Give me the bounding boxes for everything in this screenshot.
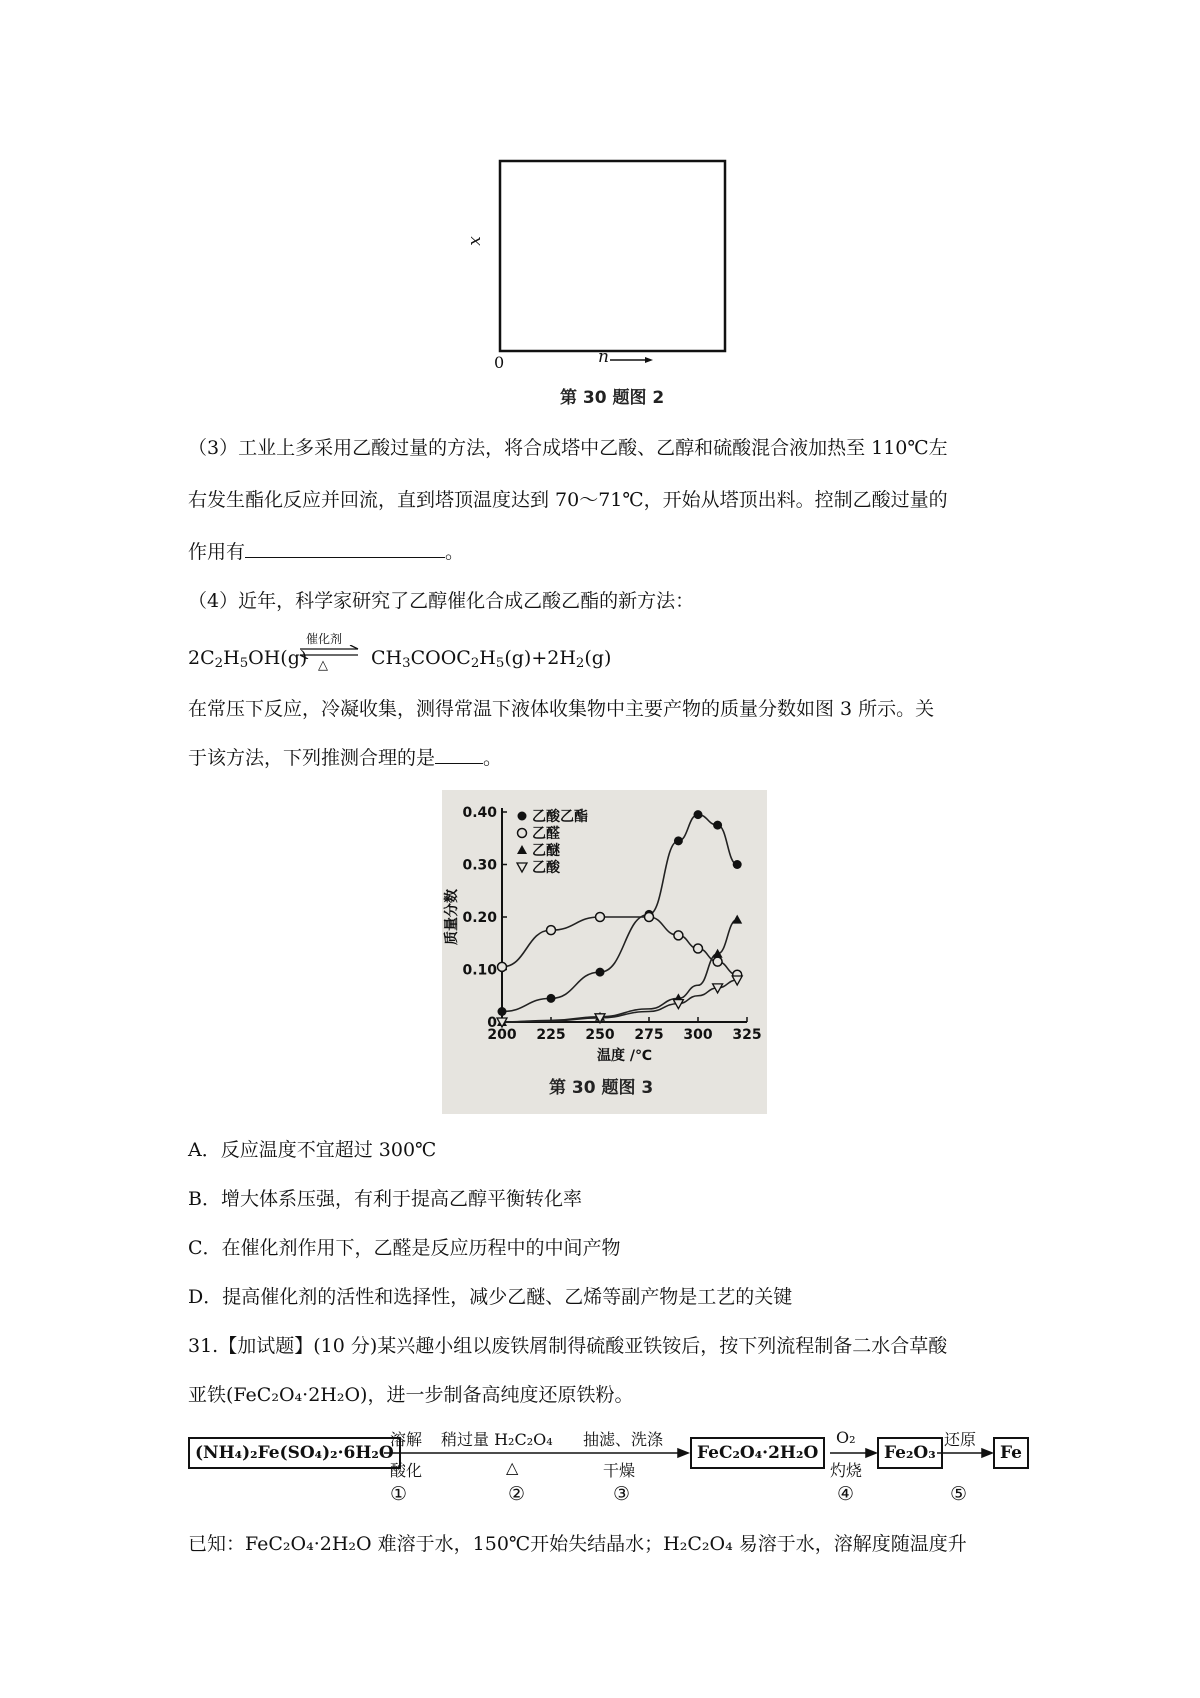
figure-2-y-label: x — [464, 236, 485, 246]
figure-3-caption: 第 30 题图 3 — [549, 1078, 654, 1098]
series-0-point — [498, 1007, 507, 1016]
figure-2 — [464, 148, 742, 416]
flow-number-1: ① — [390, 1483, 408, 1505]
option-c: C．在催化剂作用下，乙醛是反应历程中的中间产物 — [188, 1237, 621, 1259]
x-tick-label: 300 — [683, 1027, 713, 1043]
series-0-point — [596, 968, 605, 977]
legend-marker-3 — [517, 863, 527, 872]
series-1-point — [694, 944, 703, 953]
series-2-point — [732, 915, 742, 924]
y-tick-label: 0.10 — [462, 962, 497, 979]
x-tick-label: 275 — [634, 1027, 664, 1043]
q3-line-3-prefix: 作用有 — [188, 541, 246, 563]
option-a: A．反应温度不宜超过 300℃ — [188, 1139, 437, 1161]
q4-answer-blank[interactable] — [435, 747, 483, 764]
flow-step4-bottom: 灼烧 — [830, 1461, 863, 1480]
equation-catalyst: 催化剂 — [306, 632, 343, 646]
flow-number-4: ④ — [837, 1483, 855, 1505]
equation-heat: △ — [318, 658, 328, 673]
q31-known: 已知：FeC₂O₄·2H₂O 难溶于水，150℃开始失结晶水；H₂C₂O₄ 易溶于水，溶解度随温度升 — [188, 1533, 967, 1555]
series-1-point — [547, 926, 556, 935]
flow-arrow-head-1 — [678, 1449, 688, 1457]
legend-marker-2 — [517, 845, 527, 854]
legend-label-0: 乙酸乙酯 — [532, 809, 588, 825]
x-tick-label: 200 — [487, 1027, 517, 1043]
flow-step1-top: 溶解 — [390, 1430, 423, 1449]
flow-number-5: ⑤ — [950, 1483, 968, 1505]
flow-box-mid: FeC₂O₄·2H₂O — [690, 1437, 825, 1469]
flow-step2-top: 稍过量 H₂C₂O₄ — [441, 1430, 553, 1449]
series-2-point — [713, 949, 723, 958]
option-d: D．提高催化剂的活性和选择性，减少乙醚、乙烯等副产物是工艺的关键 — [188, 1286, 793, 1308]
x-axis-label: 温度 /℃ — [597, 1048, 652, 1064]
figure-2-x-label: n — [598, 347, 609, 367]
y-tick-label: 0.30 — [462, 857, 497, 874]
series-1-point — [596, 913, 605, 922]
y-tick-label: 0 — [487, 1015, 497, 1031]
x-tick-label: 225 — [536, 1027, 566, 1043]
figure-2-axes — [490, 148, 742, 416]
q3-answer-blank[interactable] — [245, 541, 445, 558]
flow-box-fe2o3: Fe₂O₃ — [877, 1437, 943, 1469]
series-1-point — [674, 931, 683, 940]
option-b: B．增大体系压强，有利于提高乙醇平衡转化率 — [188, 1188, 582, 1210]
q3-line-3 — [188, 540, 464, 564]
flow-arrow-head-4 — [866, 1449, 876, 1457]
flow-number-3: ③ — [613, 1483, 631, 1505]
figure-2-caption: 第 30 题图 2 — [560, 388, 665, 408]
flow-step2-bottom: △ — [506, 1458, 519, 1477]
q4-line-after-2 — [188, 746, 502, 770]
q3-line-2: 右发生酯化反应并回流，直到塔顶温度达到 70～71℃，开始从塔顶出料。控制乙酸过量的 — [188, 489, 948, 511]
flow-step4-top: O₂ — [836, 1428, 856, 1447]
flow-step5-top: 还原 — [944, 1430, 977, 1449]
q4-equation — [188, 634, 668, 674]
y-axis-label: 质量分数 — [444, 889, 460, 945]
series-1-point — [713, 957, 722, 966]
flow-box-end: Fe — [993, 1437, 1029, 1469]
series-0-point — [713, 821, 722, 830]
series-0-point — [694, 810, 703, 819]
series-0-point — [674, 836, 683, 845]
figure-3 — [442, 790, 767, 1114]
legend-label-3: 乙酸 — [532, 860, 560, 876]
y-tick-label: 0.20 — [462, 910, 497, 926]
flow-step3-bottom: 干燥 — [603, 1461, 636, 1480]
q31-line-1: 31.【加试题】(10 分)某兴趣小组以废铁屑制得硫酸亚铁铵后，按下列流程制备二水合草酸 — [188, 1335, 948, 1357]
q3-line-3-suffix: 。 — [445, 541, 465, 563]
q4-line-1: （4）近年，科学家研究了乙醇催化合成乙酸乙酯的新方法： — [188, 590, 695, 612]
series-0-point — [547, 994, 556, 1003]
q4-line-after-1: 在常压下反应，冷凝收集，测得常温下液体收集物中主要产物的质量分数如图 3 所示。关 — [188, 698, 935, 720]
series-1-point — [645, 913, 654, 922]
series-1-point — [498, 962, 507, 971]
flow-number-2: ② — [508, 1483, 526, 1505]
q31-line-2: 亚铁(FeC₂O₄·2H₂O)，进一步制备高纯度还原铁粉。 — [188, 1384, 634, 1406]
x-tick-label: 250 — [585, 1027, 615, 1043]
equilibrium-arrow-icon — [298, 645, 360, 659]
x-tick-label: 325 — [732, 1027, 762, 1043]
flow-box-start: (NH₄)₂Fe(SO₄)₂·6H₂O — [188, 1437, 401, 1469]
y-tick-label: 0.40 — [462, 805, 497, 821]
legend-marker-0 — [518, 812, 527, 821]
q4-line-after-2-suffix: 。 — [483, 747, 503, 769]
flow-arrow-head-5 — [982, 1449, 992, 1457]
figure-3-chart — [442, 790, 767, 1114]
equation-products: $CH_3COOC_2H_5(g)+2H_2(g)$ — [371, 647, 612, 671]
series-0-point — [733, 860, 742, 869]
legend-marker-1 — [518, 829, 527, 838]
flow-step3-top: 抽滤、洗涤 — [583, 1430, 664, 1449]
equation-reactant: $2C_2H_5OH(g)$ — [188, 647, 308, 671]
legend-label-1: 乙醛 — [532, 826, 560, 842]
legend-label-2: 乙醚 — [532, 843, 560, 859]
q4-line-after-2-prefix: 于该方法，下列推测合理的是 — [188, 747, 436, 769]
flow-step1-bottom: 酸化 — [390, 1461, 423, 1480]
q3-line-1: （3）工业上多采用乙酸过量的方法，将合成塔中乙酸、乙醇和硫酸混合液加热至 110℃左 — [188, 437, 948, 459]
figure-2-origin: 0 — [494, 353, 505, 372]
